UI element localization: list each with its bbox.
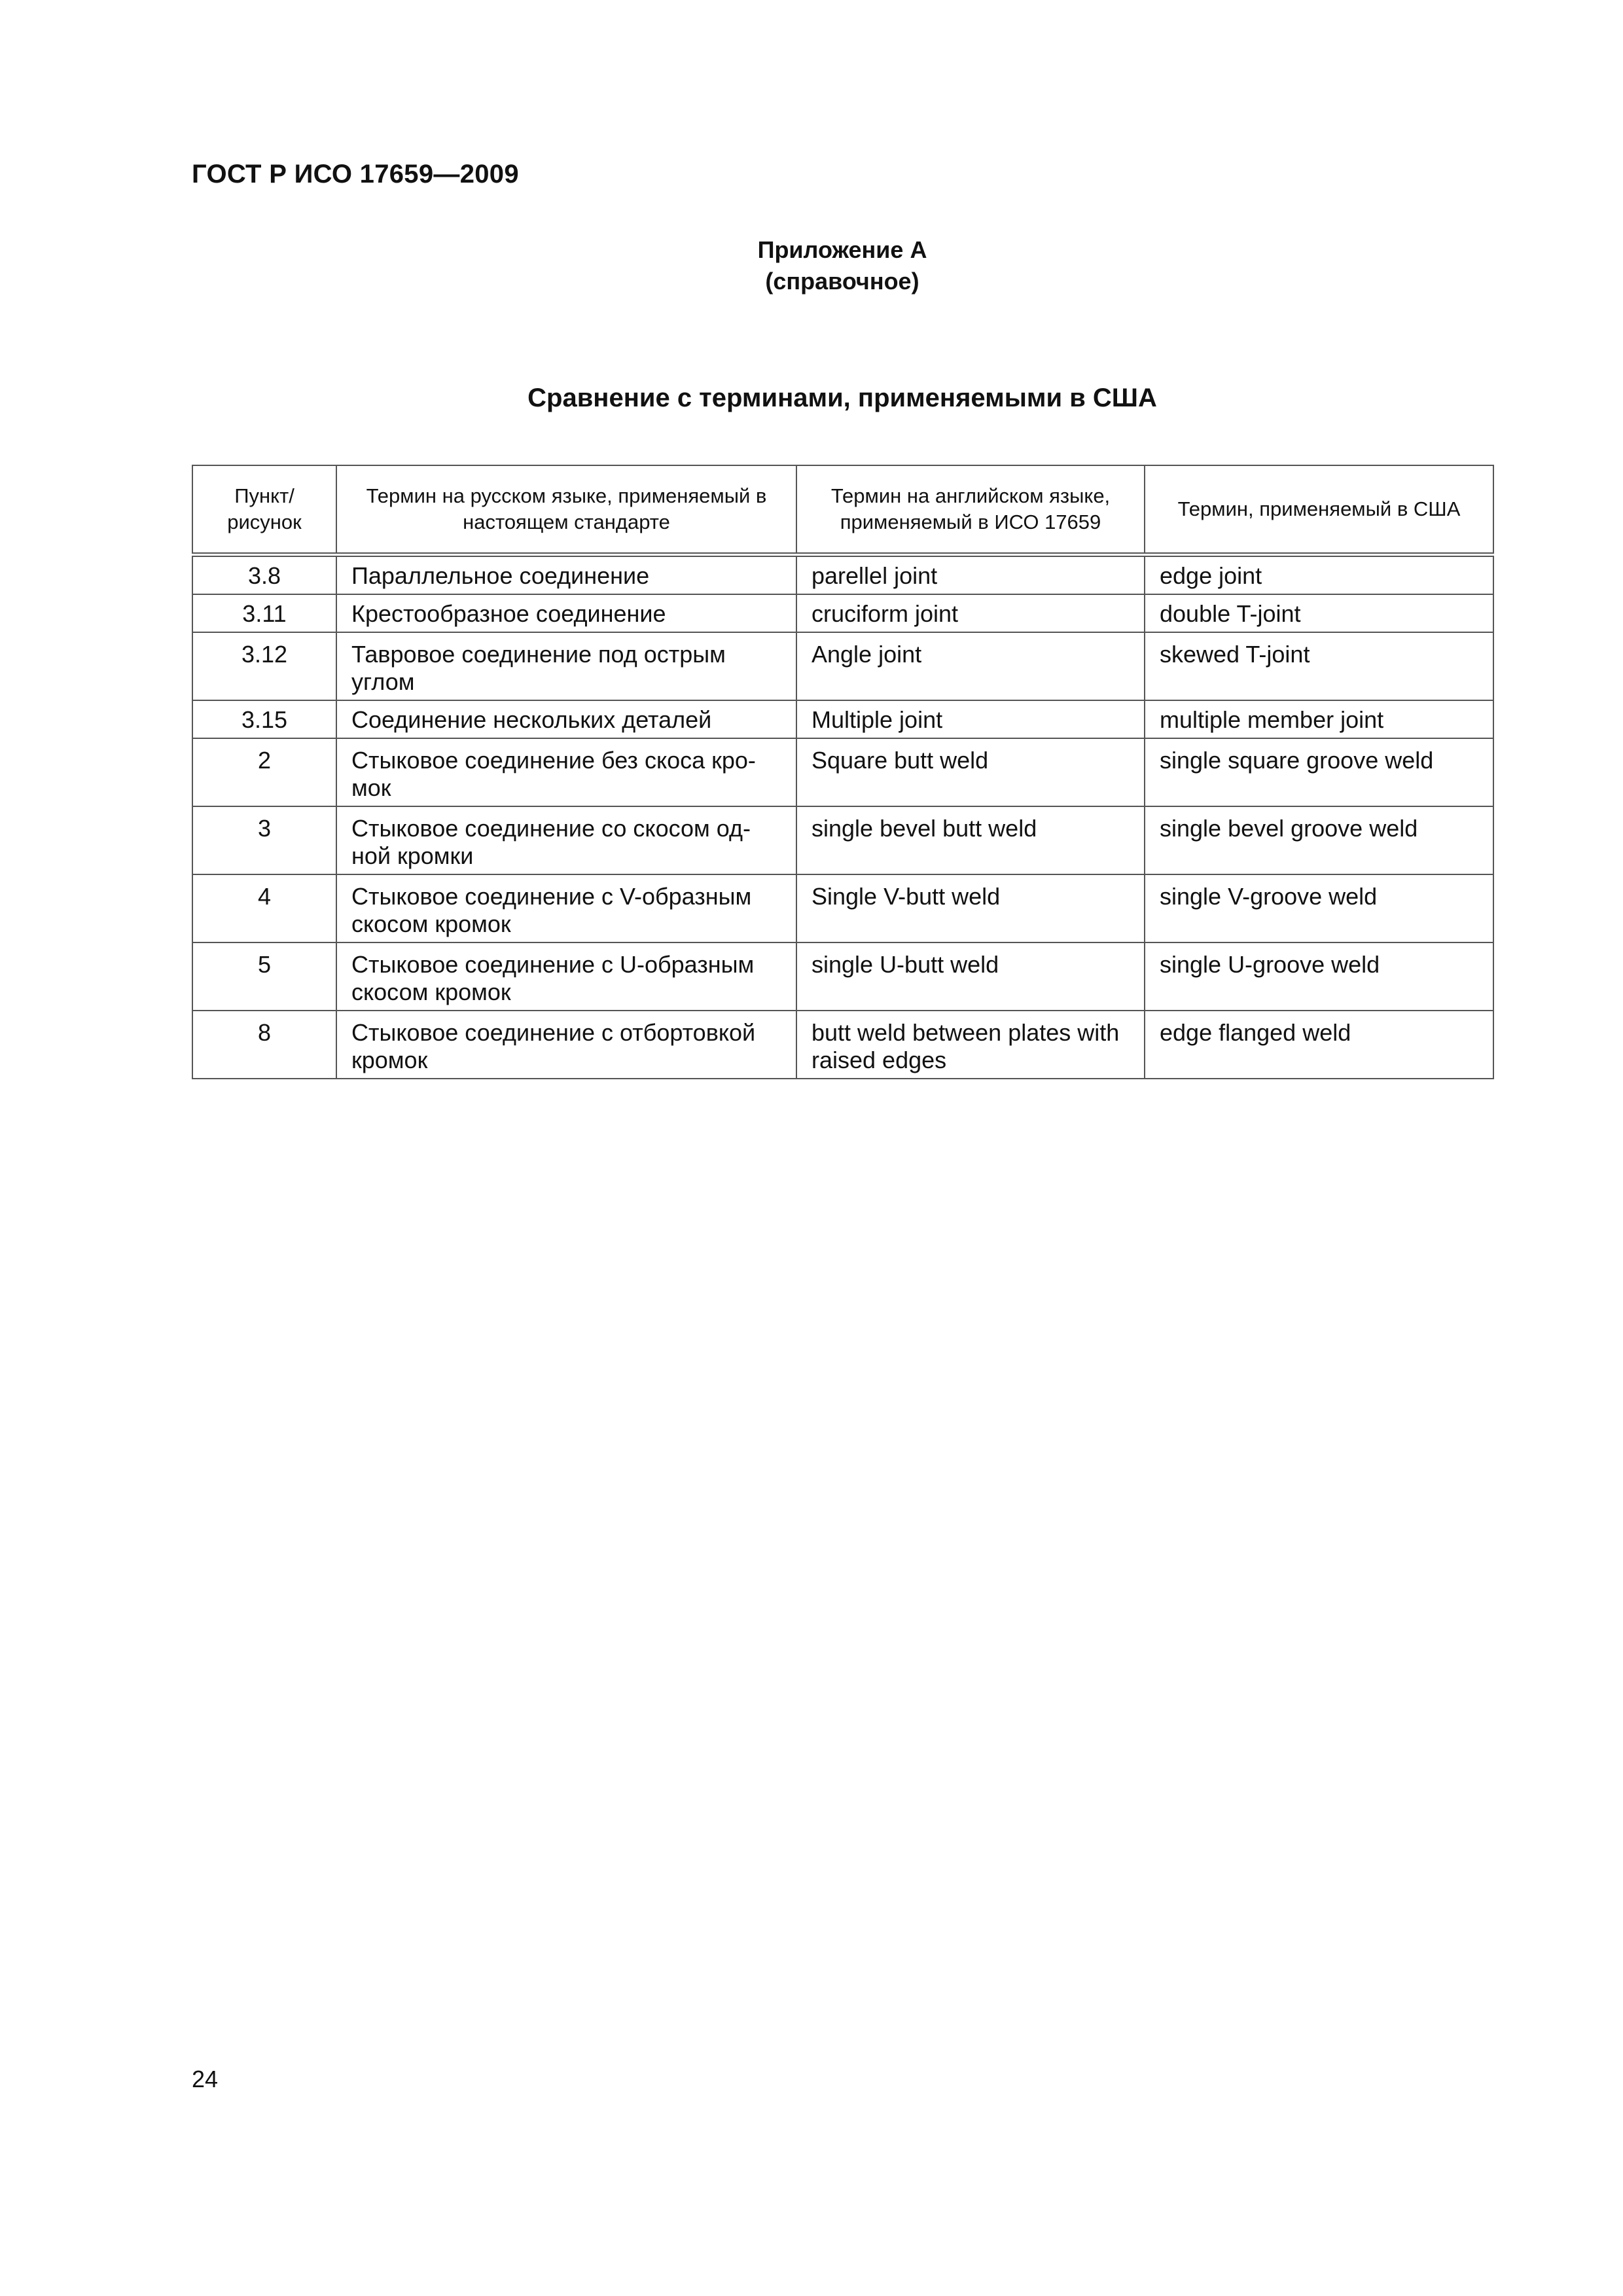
cell-item: 3.8 [192,555,336,595]
cell-russian-term: Стыковое соединение со скосом од-ной кромки [336,806,796,874]
cell-english-term: parellel joint [796,555,1145,595]
document-header: ГОСТ Р ИСО 17659—2009 [192,160,519,188]
column-header-english-term: Термин на английском языке, применяемый в ИСО 17659 [796,465,1145,555]
terms-comparison-table [192,465,1494,1079]
cell-item: 8 [192,1011,336,1079]
table-header-row [192,465,1493,555]
cell-russian-term: Крестообразное соединение [336,594,796,632]
cell-usa-term: edge flanged weld [1145,1011,1493,1079]
cell-russian-term: Тавровое соединение под острым углом [336,632,796,700]
cell-usa-term: double T-joint [1145,594,1493,632]
appendix-subtitle: (справочное) [765,268,919,295]
table-row [192,632,1493,700]
cell-russian-term: Стыковое соединение с U-образным скосом кромок [336,942,796,1011]
cell-item: 3.11 [192,594,336,632]
cell-usa-term: single U-groove weld [1145,942,1493,1011]
cell-usa-term: single bevel groove weld [1145,806,1493,874]
cell-russian-term: Соединение нескольких деталей [336,700,796,738]
cell-russian-term: Стыковое соединение без скоса кро-мок [336,738,796,806]
column-header-russian-term: Термин на русском языке, применяемый в настоящем стандарте [336,465,796,555]
table-row [192,555,1493,595]
table-row [192,942,1493,1011]
appendix-title: Приложение А [757,236,927,263]
cell-item: 4 [192,874,336,942]
cell-item: 3.12 [192,632,336,700]
cell-english-term: Single V-butt weld [796,874,1145,942]
column-header-usa-term: Термин, применяемый в США [1145,465,1493,555]
cell-usa-term: skewed T-joint [1145,632,1493,700]
cell-english-term: cruciform joint [796,594,1145,632]
table-row [192,700,1493,738]
page-number: 24 [192,2066,219,2092]
cell-russian-term: Параллельное соединение [336,555,796,595]
cell-item: 2 [192,738,336,806]
cell-russian-term: Стыковое соединение с V-образным скосом кромок [336,874,796,942]
cell-usa-term: edge joint [1145,555,1493,595]
appendix-heading [0,234,1623,297]
cell-usa-term: single V-groove weld [1145,874,1493,942]
table-row [192,738,1493,806]
cell-english-term: single U-butt weld [796,942,1145,1011]
table-row [192,806,1493,874]
table-title: Сравнение с терминами, применяемыми в США [527,384,1157,412]
cell-english-term: Square butt weld [796,738,1145,806]
cell-item: 3.15 [192,700,336,738]
cell-usa-term: single square groove weld [1145,738,1493,806]
cell-english-term: Angle joint [796,632,1145,700]
cell-russian-term: Стыковое соединение с отбортовкой кромок [336,1011,796,1079]
table-row [192,1011,1493,1079]
cell-item: 5 [192,942,336,1011]
table-row [192,874,1493,942]
column-header-item: Пункт/ рисунок [192,465,336,555]
cell-english-term: Multiple joint [796,700,1145,738]
cell-item: 3 [192,806,336,874]
cell-usa-term: multiple member joint [1145,700,1493,738]
cell-english-term: single bevel butt weld [796,806,1145,874]
table-row [192,594,1493,632]
cell-english-term: butt weld between plates with raised edges [796,1011,1145,1079]
